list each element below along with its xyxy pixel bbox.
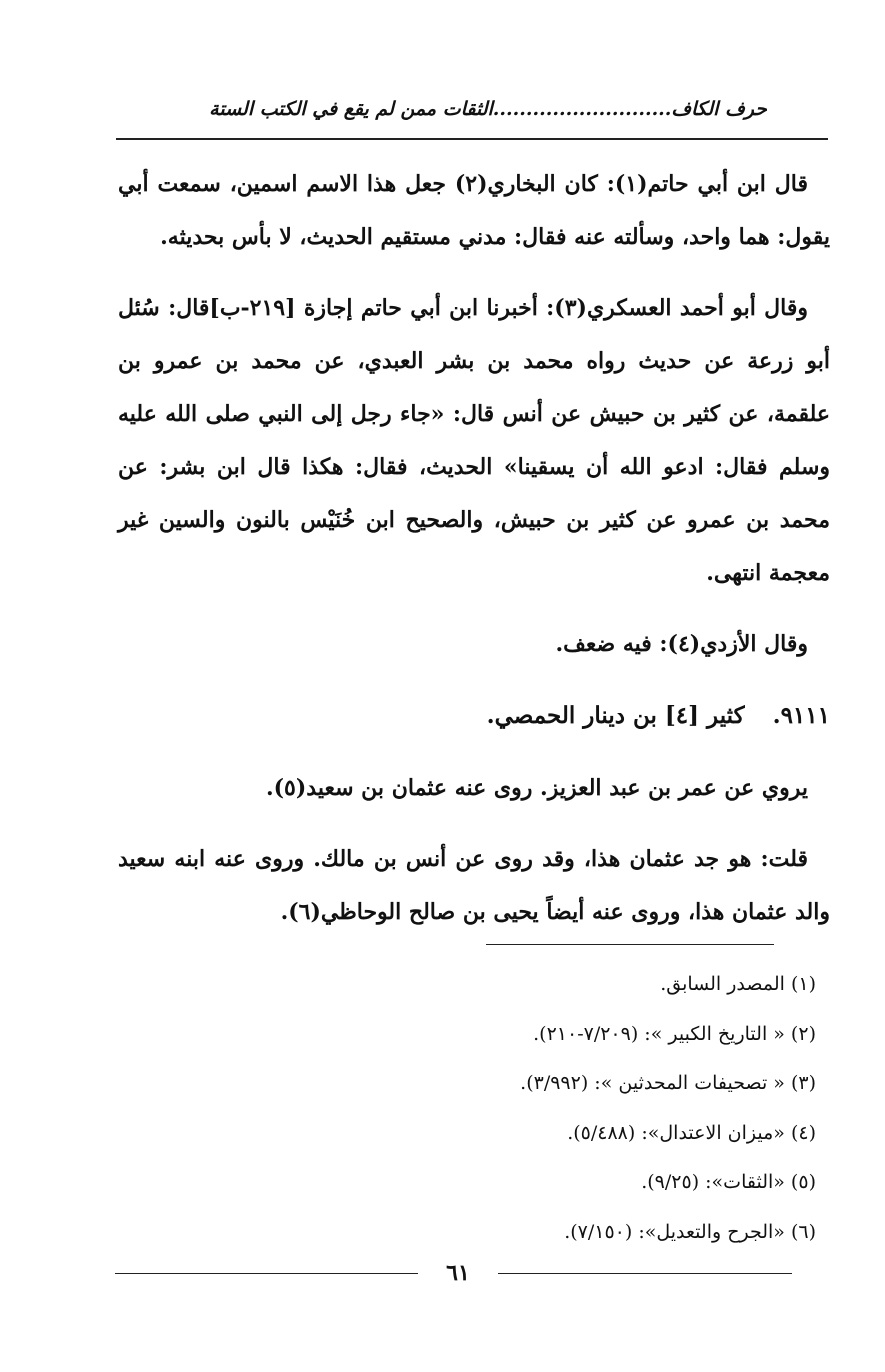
header-rule: [116, 138, 828, 140]
main-text: [118, 158, 830, 957]
page-number: ٦١: [418, 1257, 498, 1289]
paragraph: يروي عن عمر بن عبد العزيز. روى عنه عثمان بن سعيد(٥).: [265, 775, 808, 801]
paragraph: وقال أبو أحمد العسكري(٣): أخبرنا ابن أبي حاتم إجازة [٢١٩-ب]قال: سُئل أبو زرعة عن حديث رواه محمد بن بشر العبدي، عن محمد بن عمرو بن علقمة، عن كثير بن حبيش عن أنس قال: «جاء رجل إلى النبي صلى الله عليه وسلم فقال: ادعو الله أن يسقينا» الحديث، فقال: هكذا قال ابن بشر: عن محمد بن عمرو عن كثير بن حبيش، والصحيح ابن خُنَيْس بالنون والسين غير معجمة انتهى.: [118, 295, 830, 586]
footnote: (٤) «ميزان الاعتدال»: (٥/٤٨٨).: [567, 1121, 816, 1144]
footnote-rule: [486, 944, 774, 945]
paragraph: وقال الأزدي(٤): فيه ضعف.: [555, 631, 808, 657]
paragraph: قلت: هو جد عثمان هذا، وقد روى عن أنس بن مالك. وروى عنه ابنه سعيد والد عثمان هذا، وروى عنه أيضاً يحيى بن صالح الوحاظي(٦).: [118, 846, 830, 925]
footnote: (٢) « التاريخ الكبير »: (٧/٢٠٩-٢١٠).: [533, 1022, 816, 1045]
running-header: حرف الكاف...........................الثقات ممن لم يقع في الكتب الستة: [209, 98, 767, 120]
paragraph: قال ابن أبي حاتم(١): كان البخاري(٢) جعل هذا الاسم اسمين، سمعت أبي يقول: هما واحد، وسألته عنه فقال: مدني مستقيم الحديث، لا بأس بحديثه.: [118, 171, 830, 250]
entry-title: كثير [٤] بن دينار الحمصي.: [486, 702, 745, 729]
footnote: (٣) « تصحيفات المحدثين »: (٣/٩٩٢).: [520, 1072, 816, 1094]
entry-heading: [118, 689, 830, 742]
footnote: (٥) «الثقات»: (٩/٢٥).: [641, 1171, 816, 1193]
entry-number: ٩١١١.: [772, 702, 830, 729]
footnote: (١) المصدر السابق.: [660, 973, 816, 995]
footnotes: [300, 960, 816, 1257]
footnote: (٦) «الجرح والتعديل»: (٧/١٥٠).: [564, 1220, 816, 1243]
